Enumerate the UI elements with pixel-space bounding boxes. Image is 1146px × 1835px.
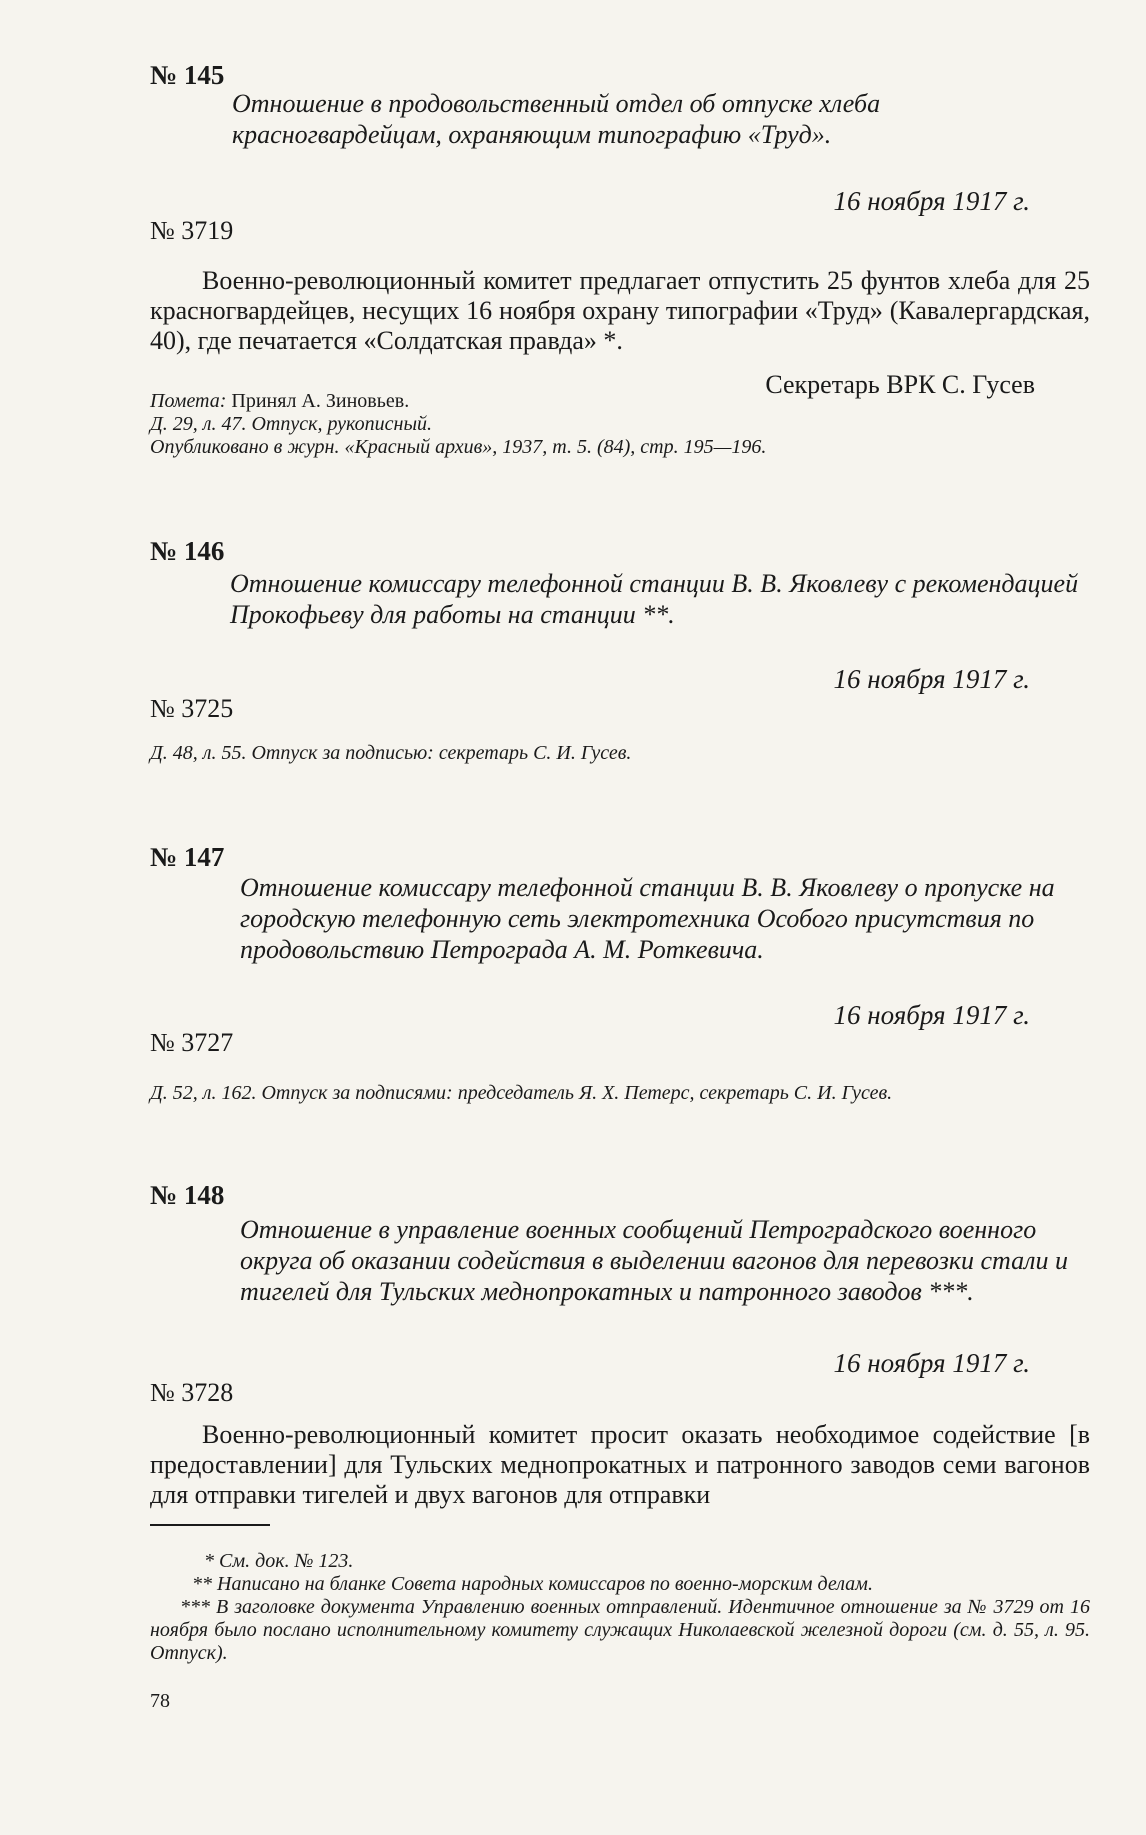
doc-148-title: Отношение в управление военных сообщений Петроградского военного округа об оказании содействия в выделении вагонов для перевозки стали и тигелей для Тульских меднопрокатных и патронного заводов ***. — [240, 1215, 1068, 1306]
doc-145-date: 16 ноября 1917 г. — [833, 186, 1030, 216]
doc-147-archive-ref-text: Д. 52, л. 162. Отпуск за подписями: председатель Я. Х. Петерс, секретарь С. И. Гусев. — [150, 1082, 893, 1104]
doc-146-title: Отношение комиссару телефонной станции В. В. Яковлеву с рекомендацией Прокофьеву для работы на станции **. — [230, 569, 1079, 629]
doc-148-body — [150, 1420, 1090, 1510]
doc-145-note-text: Принял А. Зиновьев. — [226, 390, 410, 412]
doc-147-title: Отношение комиссару телефонной станции В. В. Яковлеву о пропуске на городскую телефонную сеть электротехника Особого присутствия по продовольствию Петрограда А. М. Роткевича. — [240, 873, 1055, 964]
doc-145-docno: № 3719 — [150, 216, 234, 245]
footnote-2: ** Написано на бланке Совета народных комиссаров по военно-морским делам. — [192, 1573, 873, 1595]
doc-145-archive-ref: Д. 29, л. 47. Отпуск, рукописный. — [150, 413, 432, 435]
footnote-separator — [150, 1524, 270, 1526]
doc-145-notes — [150, 390, 1050, 459]
doc-146-archive-ref — [150, 742, 1050, 765]
doc-147-date: 16 ноября 1917 г. — [833, 1000, 1030, 1030]
doc-148-docno: № 3728 — [150, 1378, 234, 1407]
doc-147-archive-ref — [150, 1082, 1090, 1105]
doc-147-docno: № 3727 — [150, 1028, 234, 1057]
doc-148-number: № 148 — [150, 1180, 225, 1210]
doc-145-number: № 145 — [150, 60, 225, 90]
doc-148-date: 16 ноября 1917 г. — [833, 1348, 1030, 1378]
footnotes — [150, 1550, 1090, 1665]
doc-146-date: 16 ноября 1917 г. — [833, 664, 1030, 694]
doc-148-body-text: Военно-революционный комитет просит оказать необходимое содействие [в предоставлении] для Тульских меднопрокатных и патронного заводов семи вагонов для отправки тигелей и двух вагонов для отправки — [150, 1420, 1090, 1509]
footnote-3: *** В заголовке документа Управлению военных отправлений. Идентичное отношение за № 3729 от 16 ноября было послано исполнительному комитету служащих Николаевской железной дороги (см. д. 55, л. 95. Отпуск). — [150, 1596, 1090, 1664]
doc-146-archive-ref-text: Д. 48, л. 55. Отпуск за подписью: секретарь С. И. Гусев. — [150, 742, 632, 764]
doc-145-publication-ref: Опубликовано в журн. «Красный архив», 1937, т. 5. (84), стр. 195—196. — [150, 436, 767, 458]
doc-145-body-text: Военно-революционный комитет предлагает отпустить 25 фунтов хлеба для 25 красногвардейцев, несущих 16 ноября охрану типографии «Труд» (Кавалергардская, 40), где печатается «Солдатская правда» *. — [150, 266, 1090, 355]
footnote-1: * См. док. № 123. — [204, 1550, 354, 1572]
doc-145-note-label: Помета: — [150, 390, 227, 412]
page-number: 78 — [150, 1690, 170, 1712]
doc-145-signature: Секретарь ВРК С. Гусев — [765, 370, 1035, 399]
doc-146-number: № 146 — [150, 536, 225, 566]
doc-147-number: № 147 — [150, 842, 225, 872]
doc-145-body — [150, 266, 1090, 356]
doc-145-title: Отношение в продовольственный отдел об отпуске хлеба красногвардейцам, охраняющим типографию «Труд». — [232, 89, 881, 149]
doc-146-docno: № 3725 — [150, 694, 234, 723]
